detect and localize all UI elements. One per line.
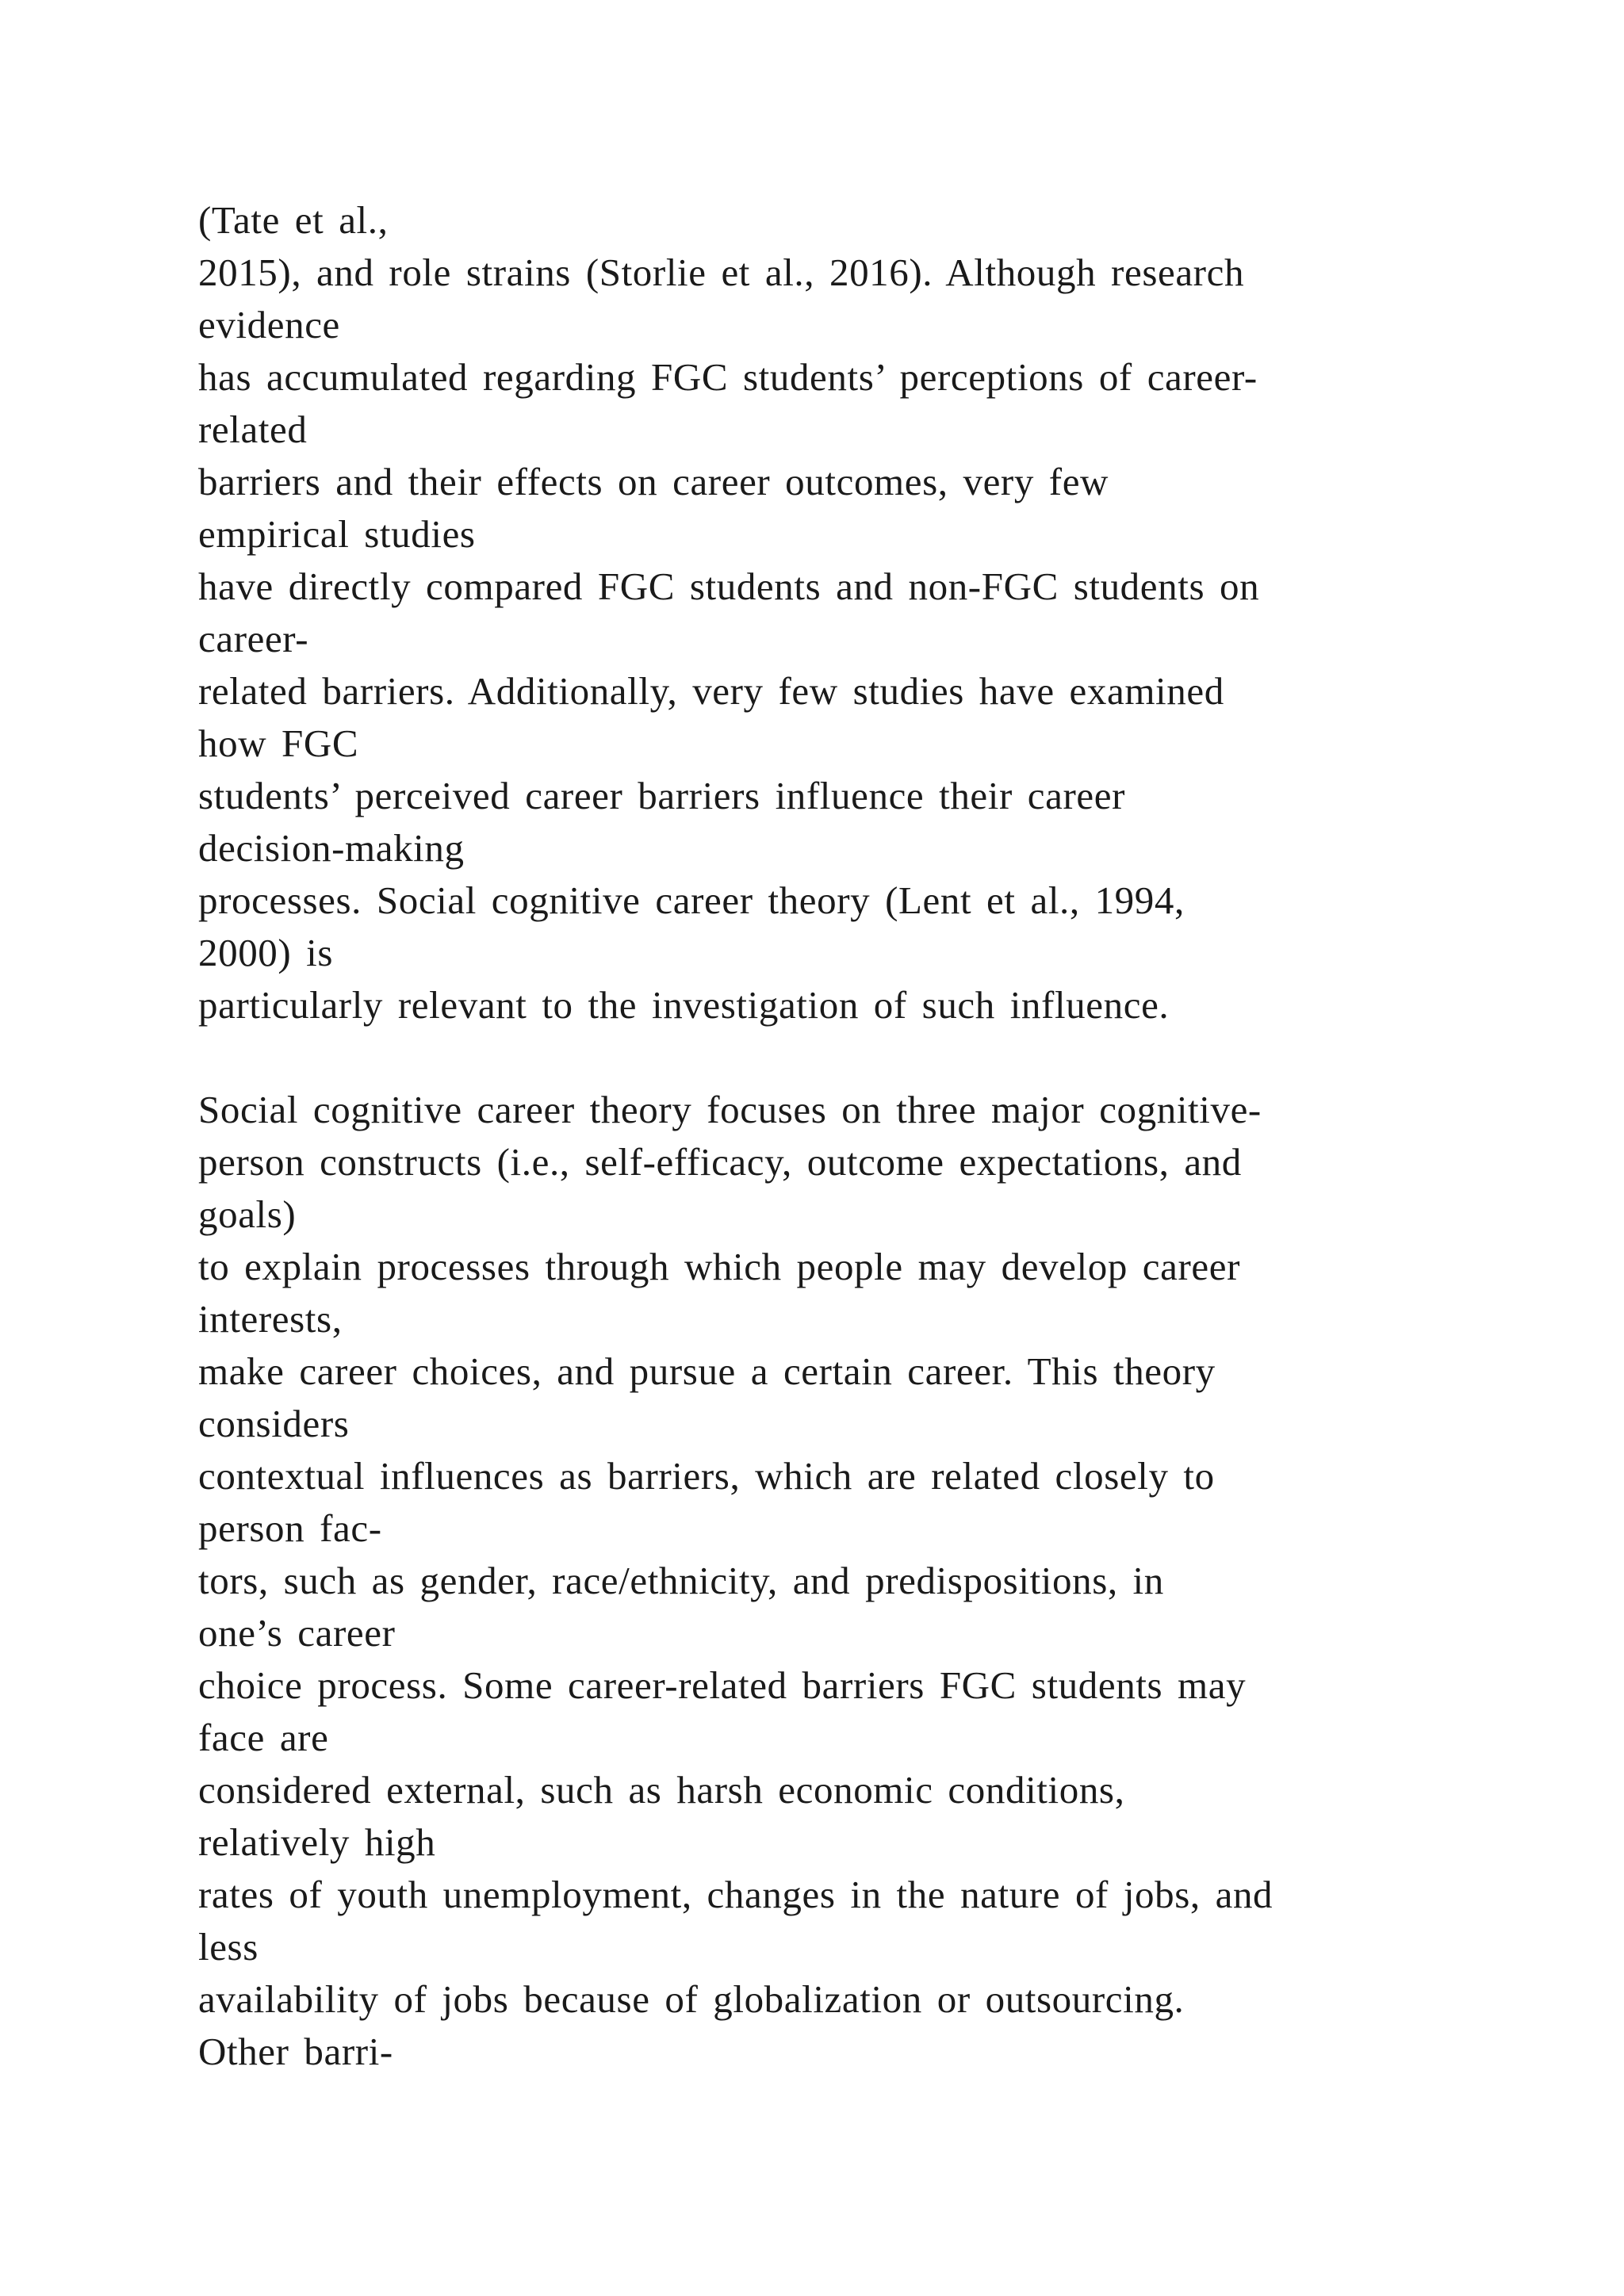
text-line: have directly compared FGC students and non-FGC students on (198, 564, 1260, 608)
text-line: rates of youth unemployment, changes in the nature of jobs, and (198, 1873, 1274, 1916)
paragraph-gap (198, 1031, 1499, 1084)
text-line: choice process. Some career-related barriers FGC students may (198, 1663, 1247, 1707)
body-text (198, 194, 1499, 2078)
text-line: availability of jobs because of globalization or outsourcing. (198, 1977, 1185, 2021)
text-line: 2015), and role strains (Storlie et al., 2016). Although research (198, 251, 1245, 294)
text-line: 2000) is (198, 931, 334, 974)
text-line: tors, such as gender, race/ethnicity, and predispositions, in (198, 1559, 1164, 1602)
text-line: students’ perceived career barriers influence their career (198, 774, 1125, 817)
text-line: interests, (198, 1297, 343, 1341)
text-line: decision-making (198, 826, 465, 870)
text-line: (Tate et al., (198, 198, 389, 242)
text-line: goals) (198, 1192, 297, 1236)
text-line: career- (198, 617, 309, 660)
paragraph-1 (198, 194, 1499, 1031)
text-line: person fac- (198, 1506, 382, 1550)
text-line: less (198, 1925, 259, 1969)
text-line: to explain processes through which people may develop career (198, 1245, 1240, 1288)
text-line: contextual influences as barriers, which are related closely to (198, 1454, 1215, 1498)
text-line: one’s career (198, 1611, 396, 1655)
text-line: considered external, such as harsh economic conditions, (198, 1768, 1125, 1812)
text-line: evidence (198, 303, 340, 346)
text-line: has accumulated regarding FGC students’ perceptions of career- (198, 355, 1258, 399)
text-line: empirical studies (198, 512, 476, 556)
paragraph-2 (198, 1084, 1499, 2078)
text-line: how FGC (198, 721, 359, 765)
text-line: person constructs (i.e., self-efficacy, outcome expectations, and (198, 1140, 1242, 1184)
text-line: make career choices, and pursue a certain career. This theory (198, 1349, 1216, 1393)
text-line: particularly relevant to the investigation of such influence. (198, 983, 1170, 1027)
text-line: Social cognitive career theory focuses on three major cognitive- (198, 1088, 1262, 1131)
text-line: Other barri- (198, 2030, 393, 2073)
text-line: relatively high (198, 1820, 436, 1864)
text-line: considers (198, 1402, 350, 1445)
text-line: barriers and their effects on career outcomes, very few (198, 460, 1109, 503)
text-line: processes. Social cognitive career theory (Lent et al., 1994, (198, 878, 1185, 922)
text-line: related (198, 408, 308, 451)
text-line: related barriers. Additionally, very few studies have examined (198, 669, 1224, 713)
text-line: face are (198, 1716, 329, 1759)
